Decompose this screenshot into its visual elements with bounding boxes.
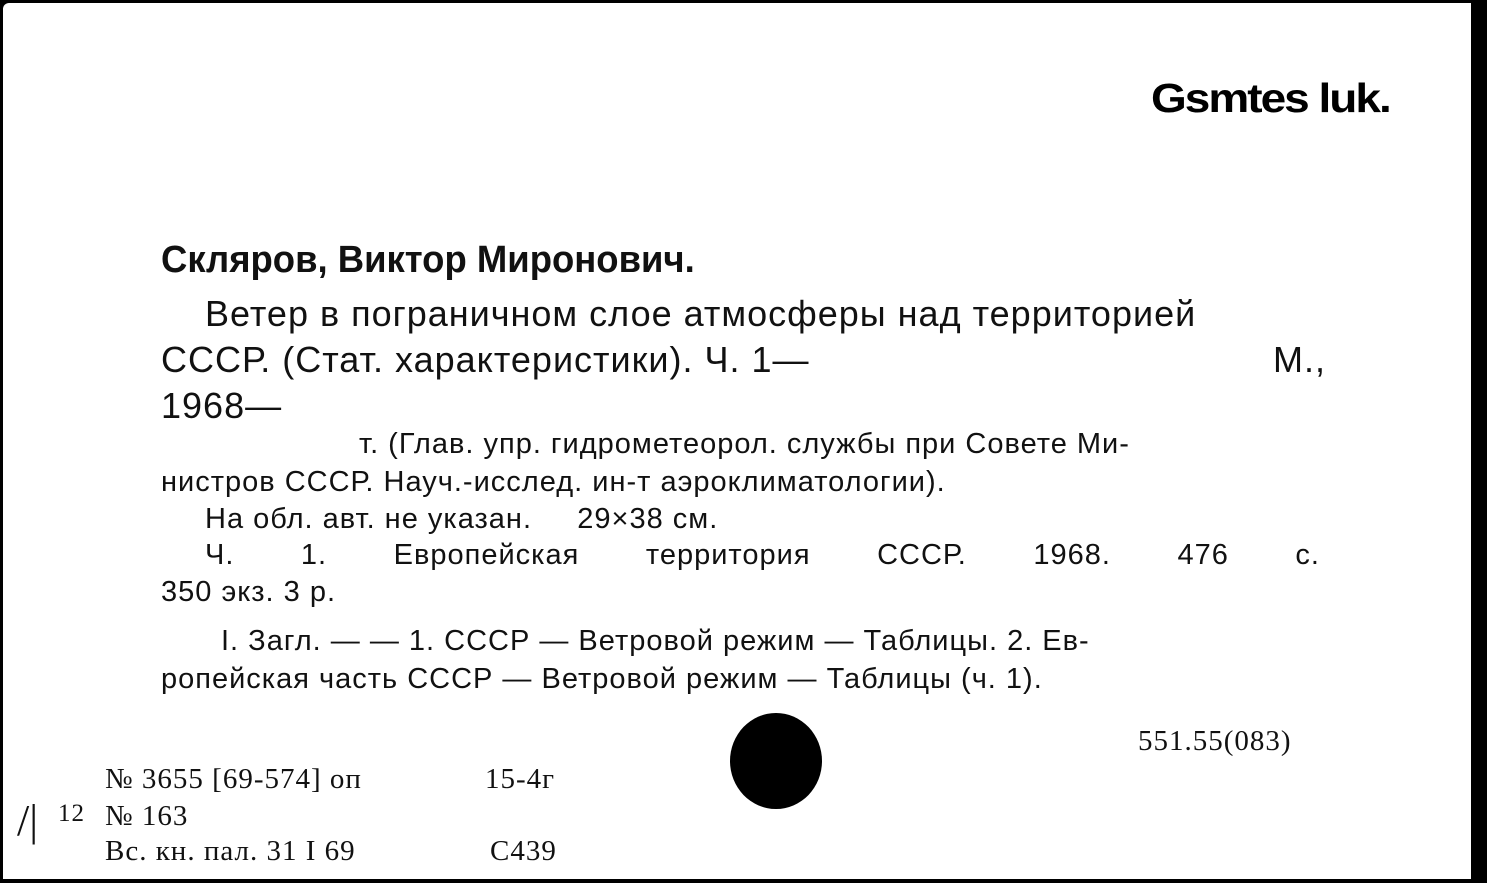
publication-place: М., [1273,339,1326,380]
part-year: 1968. [1033,539,1111,571]
part-pages-unit: с. [1295,539,1320,571]
title-line-2 [161,339,1326,381]
tracing-line-1: I. Загл. — — 1. СССР — Ветровой режим — Таблицы. 2. Ев- [221,625,1090,657]
tracing-line-2: ропейская часть СССР — Ветровой режим — Таблицы (ч. 1). [161,663,1043,695]
publication-year: 1968— [161,385,283,426]
part-number: 1. [300,539,328,571]
part-description [205,539,1320,572]
accession-code: 15-4г [485,763,556,795]
catalog-card [3,3,1471,879]
part-title-3: СССР. [877,539,967,571]
series-line-1: т. (Глав. упр. гидрометеорол. службы при Совете Ми- [359,428,1130,460]
accession-line-1: № 3655 [69-574] оп [105,763,362,795]
part-pages: 476 [1177,539,1229,571]
edition-copies: 350 экз. 3 р. [161,576,337,608]
series-line-2: нистров СССР. Науч.-исслед. ин-т аэроклиматологии). [161,466,946,498]
punch-hole [730,713,822,809]
part-title-2: территория [645,539,811,571]
title-line-1: Ветер в пограничном слое атмосферы над территорией [205,293,1197,334]
author-heading: Скляров, Виктор Миронович. [161,239,695,281]
accession-code-2: С439 [490,835,557,867]
physical-note: На обл. авт. не указан. 29×38 см. [205,503,719,535]
part-label: Ч. [205,539,235,571]
part-title-1: Европейская [393,539,580,571]
title-text: СССР. (Стат. характеристики). Ч. 1— [161,339,810,380]
udc-classification: 551.55(083) [1138,725,1292,757]
accession-line-2: № 163 [105,800,189,832]
handwritten-mark: /| [17,796,39,845]
library-stamp: Gsmtes luk. [1151,75,1390,121]
edge-speck [1471,703,1475,713]
card-number: 12 [58,800,85,827]
accession-line-3: Вс. кн. пал. 31 I 69 [105,835,356,867]
